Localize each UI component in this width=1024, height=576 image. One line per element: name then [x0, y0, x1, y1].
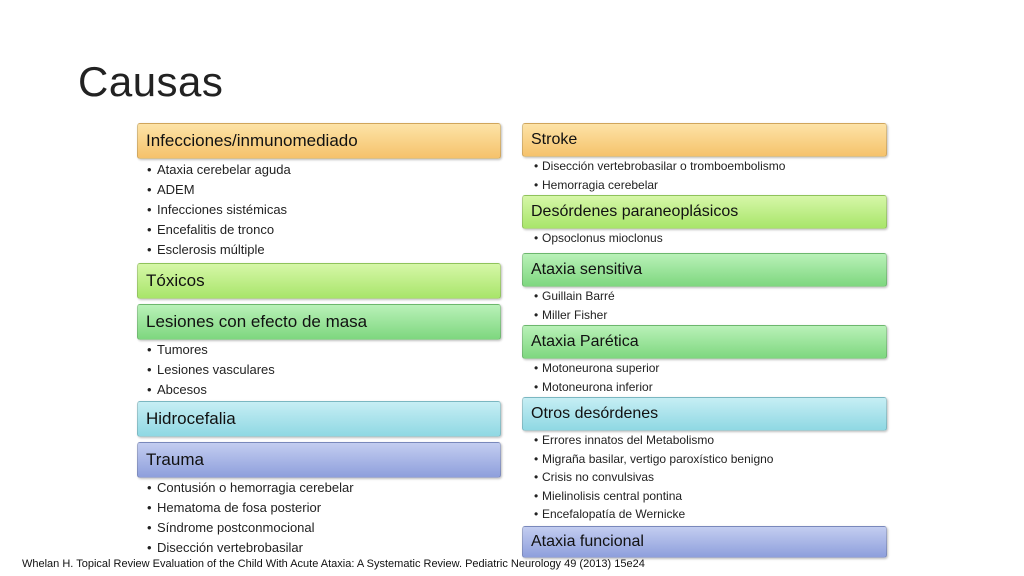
list-infecciones	[137, 160, 501, 260]
header-toxicos: Tóxicos	[137, 263, 501, 299]
list-item: • Migraña basilar, vertigo paroxístico benigno	[522, 450, 887, 469]
list-item: • Disección vertebrobasilar o tromboembolismo	[522, 157, 887, 176]
list-trauma	[137, 478, 501, 558]
list-item: • Lesiones vasculares	[137, 360, 501, 380]
list-item: • Abcesos	[137, 380, 501, 400]
list-otros-desordenes	[522, 431, 887, 524]
list-item: • Guillain Barré	[522, 287, 887, 306]
header-infecciones: Infecciones/inmunomediado	[137, 123, 501, 159]
header-lesiones: Lesiones con efecto de masa	[137, 304, 501, 340]
list-item: • Esclerosis múltiple	[137, 240, 501, 260]
list-item: • Motoneurona superior	[522, 359, 887, 378]
list-item: • Hematoma de fosa posterior	[137, 498, 501, 518]
list-item: • Encefalopatía de Wernicke	[522, 505, 887, 524]
header-hidrocefalia: Hidrocefalia	[137, 401, 501, 437]
header-stroke: Stroke	[522, 123, 887, 157]
header-ataxia-sensitiva: Ataxia sensitiva	[522, 253, 887, 287]
list-item: • Hemorragia cerebelar	[522, 176, 887, 195]
header-ataxia-funcional: Ataxia funcional	[522, 526, 887, 558]
header-otros-desordenes: Otros desórdenes	[522, 397, 887, 431]
list-item: • Motoneurona inferior	[522, 378, 887, 397]
list-item: • ADEM	[137, 180, 501, 200]
list-item: • Disección vertebrobasilar	[137, 538, 501, 558]
header-paraneoplasicos: Desórdenes paraneoplásicos	[522, 195, 887, 229]
list-item: • Tumores	[137, 340, 501, 360]
header-ataxia-paretica: Ataxia Parética	[522, 325, 887, 359]
list-item: • Errores innatos del Metabolismo	[522, 431, 887, 450]
list-paraneoplasicos	[522, 229, 887, 248]
list-item: • Síndrome postconmocional	[137, 518, 501, 538]
list-lesiones	[137, 340, 501, 400]
list-item: • Encefalitis de tronco	[137, 220, 501, 240]
list-item: • Mielinolisis central pontina	[522, 487, 887, 506]
list-item: • Contusión o hemorragia cerebelar	[137, 478, 501, 498]
list-item: • Miller Fisher	[522, 306, 887, 325]
slide-title: Causas	[78, 58, 224, 105]
citation-footer: Whelan H. Topical Review Evaluation of the Child With Acute Ataxia: A Systematic Review. Pediatric Neurology 49 (2013) 15e24	[22, 558, 645, 570]
header-trauma: Trauma	[137, 442, 501, 478]
list-item: • Infecciones sistémicas	[137, 200, 501, 220]
list-item: • Ataxia cerebelar aguda	[137, 160, 501, 180]
list-item: • Opsoclonus mioclonus	[522, 229, 887, 248]
list-stroke	[522, 157, 887, 194]
list-item: • Crisis no convulsivas	[522, 468, 887, 487]
list-ataxia-paretica	[522, 359, 887, 396]
list-ataxia-sensitiva	[522, 287, 887, 324]
